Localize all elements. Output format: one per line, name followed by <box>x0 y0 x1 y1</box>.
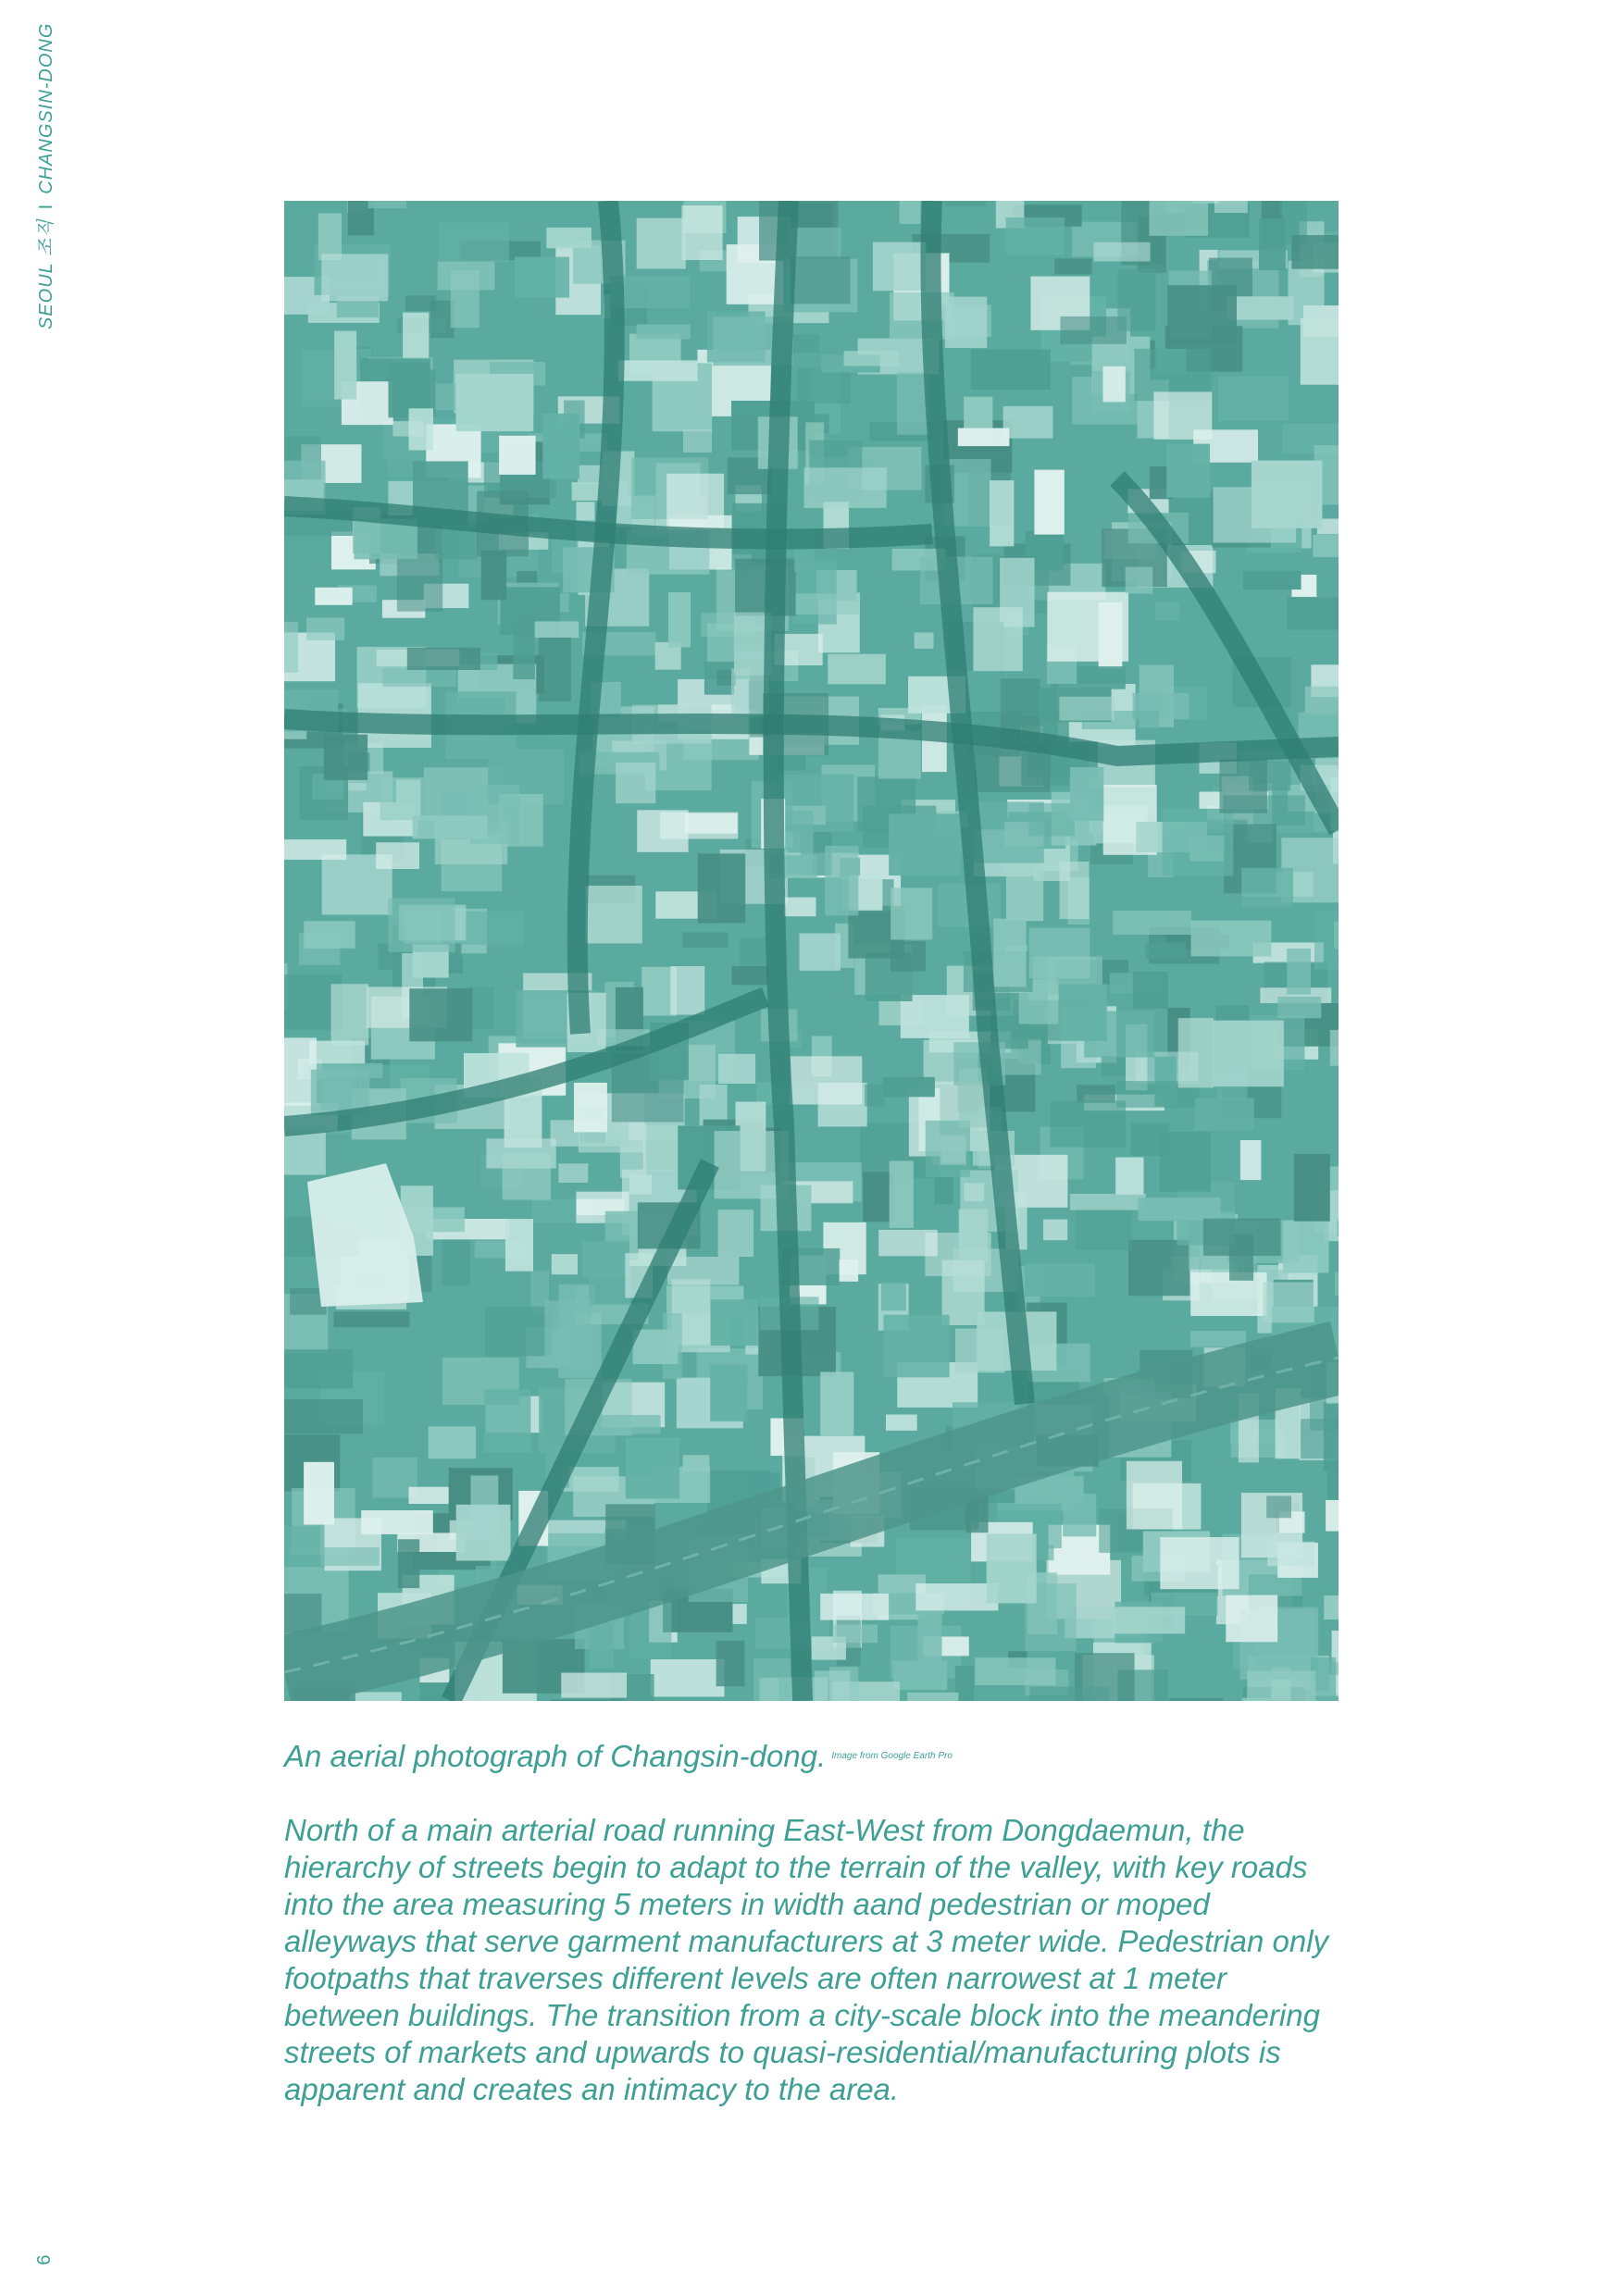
header-location: CHANGSIN-DONG <box>36 22 56 194</box>
header-separator: I <box>36 203 56 210</box>
running-header <box>35 22 57 329</box>
header-section: SEOUL 조직 <box>36 218 56 329</box>
figure-caption <box>284 1738 1339 1775</box>
aerial-map-image <box>284 201 1339 1701</box>
image-credit: Image from Google Earth Pro <box>831 1751 953 1761</box>
body-paragraph: North of a main arterial road running East-West from Dongdaemun, the hierarchy of streets begin to adapt to the terrain of the valley, with key roads into the area measuring 5 meters in width aand pedestrian or moped alleyways that serve garment manufacturers at 3 meter wide. Pedestrian only footpaths that traverses different levels are often narrowest at 1 meter between buildings. The transition from a city-scale block into the meandering streets of markets and upwards to quasi-residential/manufacturing plots is apparent and creates an intimacy to the area. <box>284 1813 1329 2106</box>
caption-text: An aerial photograph of Changsin-dong. <box>284 1739 827 1773</box>
page-number: 6 <box>34 2254 55 2265</box>
aerial-photograph <box>284 201 1339 1701</box>
